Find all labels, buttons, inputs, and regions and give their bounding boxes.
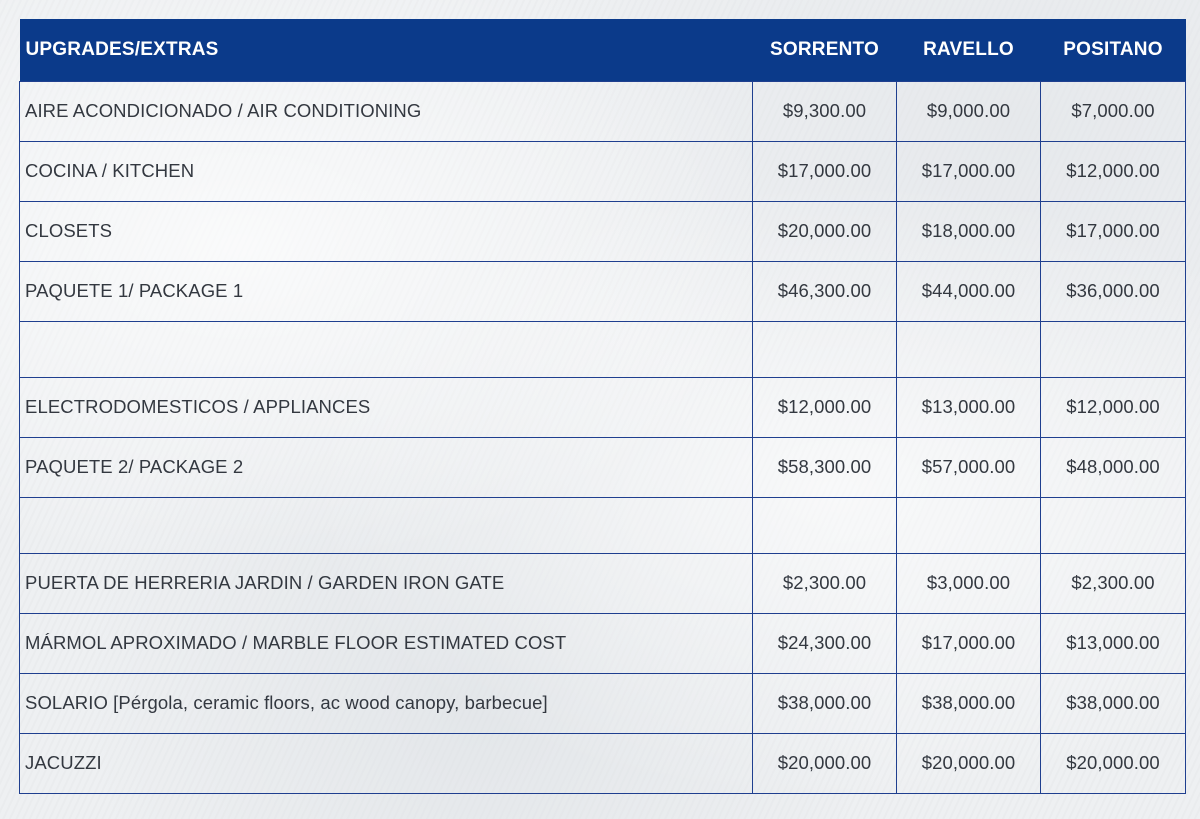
upgrades-price-table-container [19,19,1185,794]
table-row [20,81,1186,141]
table-row [20,553,1186,613]
row-price-ravello: $44,000.00 [897,261,1041,321]
table-row [20,141,1186,201]
row-price-positano: $48,000.00 [1041,437,1186,497]
row-price-sorrento: $17,000.00 [753,141,897,201]
row-item-label: CLOSETS [20,201,753,261]
row-price-ravello: $17,000.00 [897,141,1041,201]
row-price-positano: $12,000.00 [1041,141,1186,201]
row-price-sorrento: $2,300.00 [753,553,897,613]
row-item-label: JACUZZI [20,733,753,793]
header-sorrento: SORRENTO [770,38,879,60]
table-row [20,613,1186,673]
table-row [20,261,1186,321]
header-upgrades-extras: UPGRADES/EXTRAS [25,38,219,60]
row-item-label: AIRE ACONDICIONADO / AIR CONDITIONING [20,81,753,141]
table-row [20,377,1186,437]
row-price-positano: $7,000.00 [1041,81,1186,141]
row-price-positano [1041,321,1186,377]
row-price-sorrento: $9,300.00 [753,81,897,141]
row-price-sorrento [753,321,897,377]
row-price-sorrento: $12,000.00 [753,377,897,437]
row-price-positano: $38,000.00 [1041,673,1186,733]
row-item-label [20,497,753,553]
table-body [20,81,1186,793]
row-price-ravello: $13,000.00 [897,377,1041,437]
row-item-label: PAQUETE 2/ PACKAGE 2 [20,437,753,497]
row-price-sorrento: $46,300.00 [753,261,897,321]
empty-row [20,321,1186,377]
table-row [20,733,1186,793]
row-price-ravello: $18,000.00 [897,201,1041,261]
row-price-ravello: $17,000.00 [897,613,1041,673]
table-row [20,673,1186,733]
empty-row [20,497,1186,553]
row-price-ravello [897,321,1041,377]
row-price-sorrento: $38,000.00 [753,673,897,733]
row-item-label: PAQUETE 1/ PACKAGE 1 [20,261,753,321]
row-price-ravello: $3,000.00 [897,553,1041,613]
row-price-sorrento: $58,300.00 [753,437,897,497]
row-price-sorrento: $20,000.00 [753,201,897,261]
row-price-positano: $20,000.00 [1041,733,1186,793]
row-item-label: SOLARIO [Pérgola, ceramic floors, ac wood canopy, barbecue] [20,673,753,733]
row-item-label [20,321,753,377]
row-price-sorrento [753,497,897,553]
row-item-label: ELECTRODOMESTICOS / APPLIANCES [20,377,753,437]
row-price-ravello: $57,000.00 [897,437,1041,497]
table-header [20,19,1186,81]
table-row [20,437,1186,497]
upgrades-price-table [19,19,1186,794]
row-price-positano: $36,000.00 [1041,261,1186,321]
row-item-label: PUERTA DE HERRERIA JARDIN / GARDEN IRON GATE [20,553,753,613]
row-price-ravello: $38,000.00 [897,673,1041,733]
row-item-label: COCINA / KITCHEN [20,141,753,201]
row-item-label: MÁRMOL APROXIMADO / MARBLE FLOOR ESTIMATED COST [20,613,753,673]
header-ravello: RAVELLO [923,38,1014,60]
table-row [20,201,1186,261]
row-price-positano: $13,000.00 [1041,613,1186,673]
row-price-ravello: $20,000.00 [897,733,1041,793]
header-positano: POSITANO [1063,38,1163,60]
row-price-ravello: $9,000.00 [897,81,1041,141]
row-price-positano: $17,000.00 [1041,201,1186,261]
row-price-sorrento: $20,000.00 [753,733,897,793]
row-price-ravello [897,497,1041,553]
row-price-positano [1041,497,1186,553]
row-price-positano: $12,000.00 [1041,377,1186,437]
row-price-positano: $2,300.00 [1041,553,1186,613]
header-row [20,19,1186,81]
row-price-sorrento: $24,300.00 [753,613,897,673]
